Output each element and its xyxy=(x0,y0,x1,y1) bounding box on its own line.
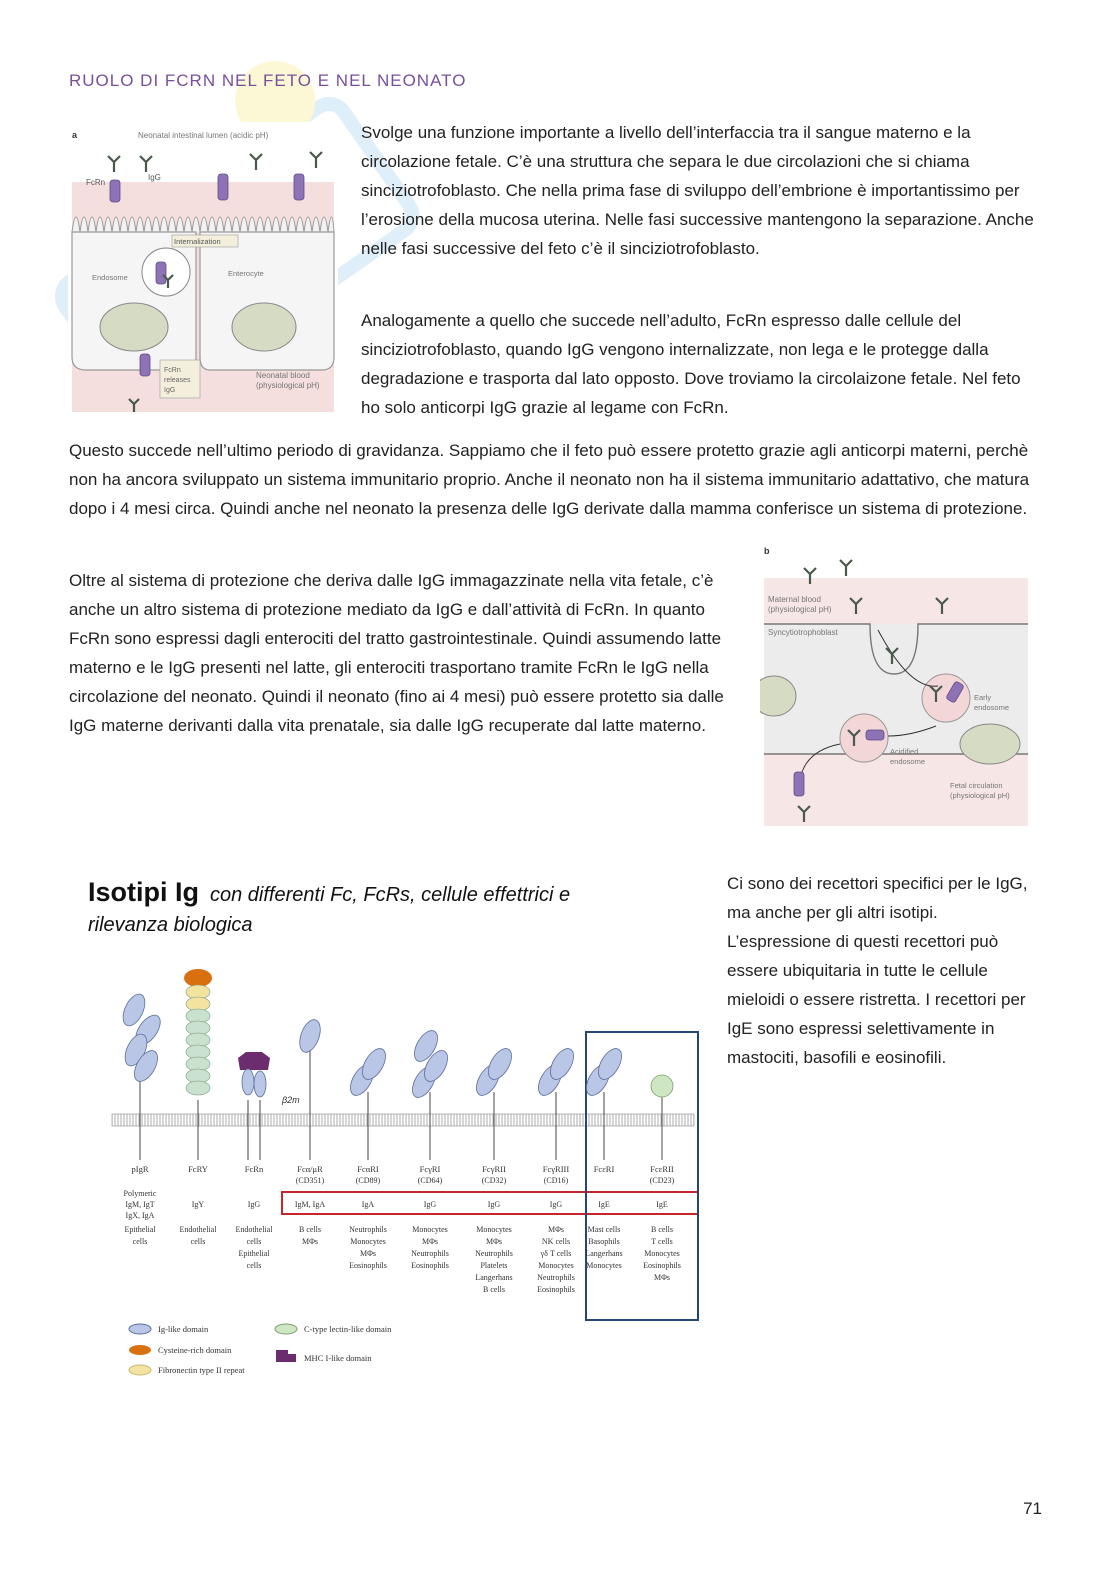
b2m-label: β2m xyxy=(282,1095,300,1105)
receptor-cell-type: Monocytes xyxy=(644,1249,680,1258)
cell-membrane xyxy=(112,1114,694,1126)
blood-label-1: Neonatal blood xyxy=(256,371,310,380)
syncytio-label: Syncytiotrophoblast xyxy=(768,628,838,637)
release-label-1: FcRn xyxy=(164,367,181,374)
receptor-cell-type: B cells xyxy=(299,1225,321,1234)
paragraph-3: Questo succede nell’ultimo periodo di gravidanza. Sappiamo che il feto può essere protetto grazie agli anticorpi materni, perchè non ha ancora sviluppato un sistema immunitario proprio. Anche il neonato non ha il sistema immunitario adattativo, che matura dopo i 4 mesi circa. Quindi anche nel neonato la presenza delle IgG derivate dalla mamma conferisce un sistema di protezione. xyxy=(69,441,1030,518)
receptor-cd: (CD23) xyxy=(649,1176,675,1185)
receptor-cell-type: B cells xyxy=(483,1285,505,1294)
receptor-cell-type: γδ T cells xyxy=(540,1249,572,1258)
receptor-cell-type: Neutrophils xyxy=(411,1249,449,1258)
maternal-label-1: Maternal blood xyxy=(768,595,821,604)
receptor-cell-type: Monocytes xyxy=(412,1225,448,1234)
legend-cysteine-swatch xyxy=(129,1345,151,1355)
fig-title-italic-2: rilevanza biologica xyxy=(88,914,253,936)
paragraph-2: Analogamente a quello che succede nell’adulto, FcRn espresso dalle cellule del sinciziotrofoblasto, quando IgG vengono internalizzate, non lega e le protegge dalla degradazione e trasporta dal lato opposto. Dove troviamo la circolaizone fetale. Nel feto ho solo anticorpi IgG grazie al legame con FcRn. xyxy=(361,311,1021,417)
receptor-ligand: IgM, IgA xyxy=(294,1200,326,1209)
figure-fc-receptors xyxy=(84,870,706,1390)
fcrn-domain xyxy=(254,1071,266,1097)
fcrn-label: FcRn xyxy=(86,178,106,187)
receptor-cell-type: Eosinophils xyxy=(349,1261,387,1270)
figure-fcrn-placenta xyxy=(760,540,1032,830)
acid-label-1: Acidified xyxy=(890,747,919,756)
receptor-ligand: IgX, IgA xyxy=(125,1211,155,1220)
receptor-name: Fcα/μR xyxy=(297,1164,323,1174)
receptor-ligand: IgE xyxy=(656,1200,668,1209)
legend-ctype-swatch xyxy=(275,1324,297,1334)
receptor-cell-type: Endothelial xyxy=(179,1225,217,1234)
receptor-cell-type: Epithelial xyxy=(124,1225,156,1234)
internalization-label: Internalization xyxy=(174,237,221,246)
receptor-cell-type: Monocytes xyxy=(538,1261,574,1270)
receptor-name: FcγRII xyxy=(482,1164,506,1174)
receptor-name: pIgR xyxy=(131,1164,149,1174)
receptor-cell-type: cells xyxy=(132,1237,148,1246)
receptor-cell-type: MΦs xyxy=(421,1237,439,1246)
receptor-cell-type: Monocytes xyxy=(476,1225,512,1234)
receptor-cell-type: Neutrophils xyxy=(537,1273,575,1282)
receptor-name: FcRn xyxy=(244,1164,264,1174)
receptor-name: FcαRI xyxy=(357,1164,379,1174)
receptor-name: FcγRI xyxy=(419,1164,441,1174)
release-label-3: IgG xyxy=(164,387,176,394)
receptor-cd: (CD351) xyxy=(295,1176,325,1185)
panel-label-a: a xyxy=(72,130,78,140)
early-label-2: endosome xyxy=(974,703,1010,712)
fcrn-mhc-domain xyxy=(238,1052,270,1070)
receptor-cd: (CD16) xyxy=(543,1176,569,1185)
fceri-ctype-domain xyxy=(651,1075,673,1097)
legend-fibronectin-swatch xyxy=(129,1365,151,1375)
nucleus-right xyxy=(232,303,296,351)
receptor-cell-type: Monocytes xyxy=(350,1237,386,1246)
receptor-cd: (CD32) xyxy=(481,1176,507,1185)
receptor-cd: (CD64) xyxy=(417,1176,443,1185)
blood-label-2: (physiological pH) xyxy=(256,381,320,390)
receptor-cell-type: Neutrophils xyxy=(475,1249,513,1258)
receptor-name: FcεRII xyxy=(650,1164,674,1174)
legend-ig-swatch xyxy=(129,1324,151,1334)
fig-title-italic-1: con differenti Fc, FcRs, cellule effettrici e xyxy=(210,884,571,906)
legend-mhc-label: MHC I-like domain xyxy=(304,1353,372,1363)
receptor-ligand: IgM, IgT xyxy=(125,1200,155,1209)
page-heading: RUOLO DI FCRN NEL FETO E NEL NEONATO xyxy=(69,71,467,90)
receptor-name: FcεRI xyxy=(593,1164,615,1174)
receptor-cell-type: MΦs xyxy=(301,1237,319,1246)
endosome-label: Endosome xyxy=(92,273,128,282)
page-number: 71 xyxy=(1023,1499,1042,1518)
nucleus-left xyxy=(100,303,168,351)
fcry-cysteine-domain xyxy=(184,969,212,987)
receptor-ligand: Polymeric xyxy=(123,1189,157,1198)
release-label-2: releases xyxy=(164,377,191,384)
panel-label-b: b xyxy=(764,546,770,556)
paragraph-5: Ci sono dei recettori specifici per le IgG, ma anche per gli altri isotipi. L’espressione di questi recettori può essere ubiquitaria in tutte le cellule mieloidi o essere ristretta. I recettori per IgE sono espressi selettivamente in mastociti, basofili e eosinofili. xyxy=(727,874,1028,1067)
receptor-ligand: IgG xyxy=(247,1200,261,1209)
legend-ctype-label: C-type lectin-like domain xyxy=(304,1324,392,1334)
receptor-ligand: IgG xyxy=(487,1200,501,1209)
receptor-cell-type: MΦs xyxy=(359,1249,377,1258)
receptor-cell-type: T cells xyxy=(651,1237,673,1246)
fetal-label-2: (physiological pH) xyxy=(950,791,1010,800)
paragraph-1: Svolge una funzione importante a livello dell’interfaccia tra il sangue materno e la circolazione fetale. C’è una struttura che separa le due circolazioni che si chiama sinciziotrofoblasto. Che nella prima fase di sviluppo dell’embrione è importantissimo per l’erosione della mucosa uterina. Nelle fasi successive mantengono la separazione. Anche nelle fasi successive del feto c’è il sinciziotrofoblasto. xyxy=(361,123,1034,258)
receptor-cell-type: Mast cells xyxy=(587,1225,621,1234)
receptor-cell-type: cells xyxy=(246,1237,262,1246)
receptor-cell-type: Endothelial xyxy=(235,1225,273,1234)
receptor-ligand: IgG xyxy=(549,1200,563,1209)
receptor-cell-type: NK cells xyxy=(541,1237,571,1246)
fcry-domain xyxy=(186,1081,210,1095)
legend-cysteine-label: Cysteine-rich domain xyxy=(158,1345,232,1355)
receptor-cell-type: Eosinophils xyxy=(411,1261,449,1270)
receptor-cell-type: Monocytes xyxy=(586,1261,622,1270)
receptor-name: FcRY xyxy=(188,1164,208,1174)
receptor-cell-type: cells xyxy=(246,1261,262,1270)
legend-fibronectin-label: Fibronectin type II repeat xyxy=(158,1365,245,1375)
receptor-cell-type: MΦs xyxy=(547,1225,565,1234)
receptor-ligand: IgA xyxy=(361,1200,375,1209)
lumen-label: Neonatal intestinal lumen (acidic pH) xyxy=(138,131,269,140)
enterocyte-label: Enterocyte xyxy=(228,269,264,278)
receptor-ligand: IgE xyxy=(598,1200,610,1209)
receptor-cell-type: Platelets xyxy=(480,1261,508,1270)
receptor-cd: (CD89) xyxy=(355,1176,381,1185)
receptor-cell-type: Neutrophils xyxy=(349,1225,387,1234)
fig-title-bold: Isotipi Ig xyxy=(88,877,199,907)
receptor-cell-type: Eosinophils xyxy=(537,1285,575,1294)
receptor-cell-type: Epithelial xyxy=(238,1249,270,1258)
receptor-cell-type: Basophils xyxy=(588,1237,620,1246)
receptor-ligand: IgY xyxy=(191,1200,205,1209)
fcrn-b2m-domain xyxy=(242,1069,254,1095)
receptor-cell-type: MΦs xyxy=(653,1273,671,1282)
legend-ig-label: Ig-like domain xyxy=(158,1324,209,1334)
figure-fcrn-neonatal-intestine xyxy=(68,122,338,417)
receptor-cell-type: cells xyxy=(190,1237,206,1246)
fetal-label-1: Fetal circulation xyxy=(950,781,1003,790)
receptor-cell-type: Eosinophils xyxy=(643,1261,681,1270)
receptor-cell-type: MΦs xyxy=(485,1237,503,1246)
receptor-cell-type: Langerhans xyxy=(585,1249,623,1258)
paragraph-4: Oltre al sistema di protezione che deriva dalle IgG immagazzinate nella vita fetale, c’è anche un altro sistema di protezione mediato da IgG e dall’attività di FcRn. In quanto FcRn sono espressi dagli enterociti del tratto gastrointestinale. Quindi assumendo latte materno e le IgG presenti nel latte, gli enterociti trasportano tramite FcRn le IgG nella circolazione del neonato. Quindi il neonato (fino ai 4 mesi) può essere protetto sia dalle IgG materne derivanti dalla vita prenatale, sia dalle IgG recuperate dal latte materno. xyxy=(69,571,724,735)
early-label-1: Early xyxy=(974,693,992,702)
receptor-ligand: IgG xyxy=(423,1200,437,1209)
receptor-cell-type: B cells xyxy=(651,1225,673,1234)
acid-label-2: endosome xyxy=(890,757,926,766)
receptor-name: FcγRIII xyxy=(542,1164,570,1174)
maternal-label-2: (physiological pH) xyxy=(768,605,832,614)
igg-label: IgG xyxy=(148,173,161,182)
receptor-cell-type: Langerhans xyxy=(475,1273,513,1282)
